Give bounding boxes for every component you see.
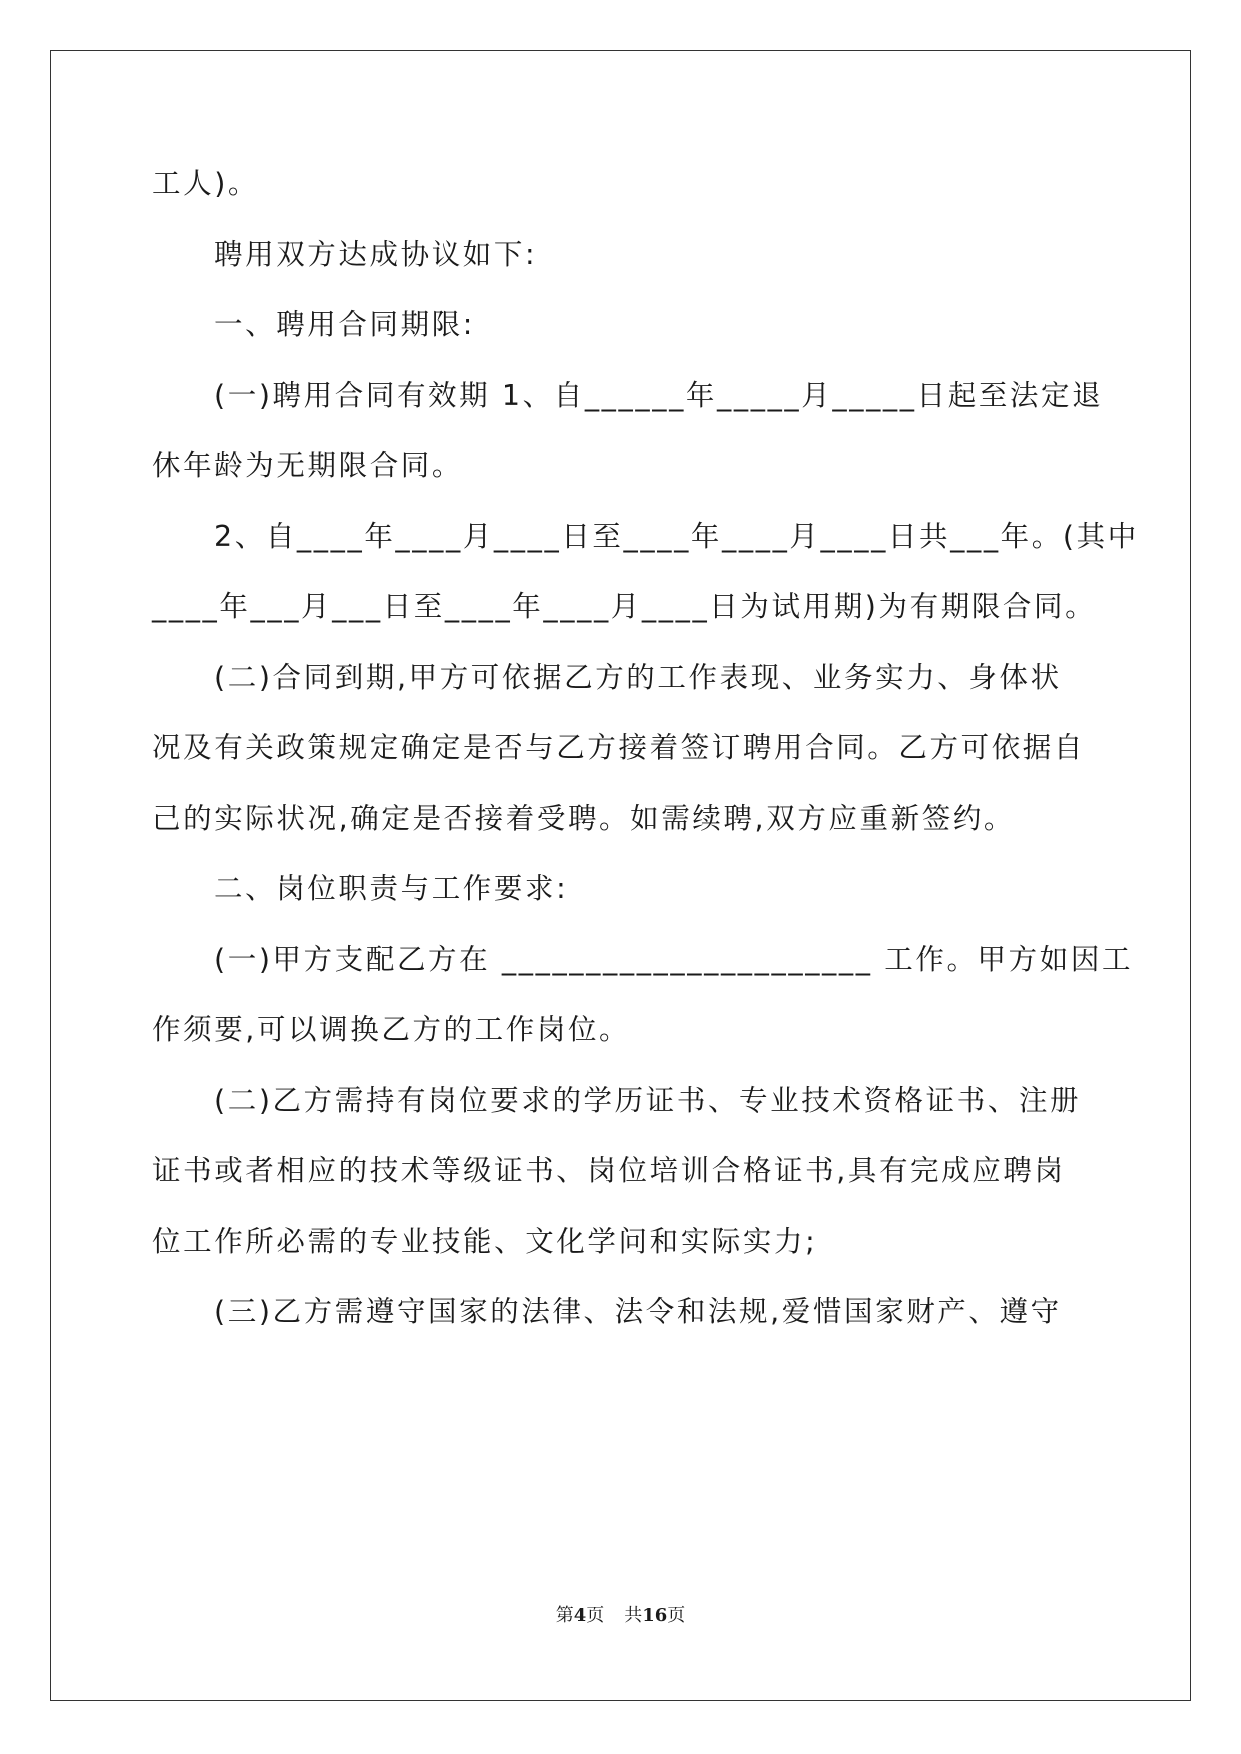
page-number: 4 <box>573 1605 587 1626</box>
paragraph-line: 作须要,可以调换乙方的工作岗位。 <box>152 1013 631 1046</box>
page-suffix: 页 <box>586 1605 605 1626</box>
paragraph-line: 休年龄为无期限合同。 <box>152 449 464 482</box>
section-heading: 一、聘用合同期限: <box>214 308 476 341</box>
paragraph-line: 况及有关政策规定确定是否与乙方接着签订聘用合同。乙方可依据自 <box>152 731 1086 764</box>
paragraph-line: 己的实际状况,确定是否接着受聘。如需续聘,双方应重新签约。 <box>152 801 1016 835</box>
paragraph-line: (二)合同到期,甲方可依据乙方的工作表现、业务实力、身体状 <box>214 660 1062 694</box>
paragraph-line: 2、自____年____月____日至____年____月____日共___年。(其中 <box>214 519 1139 553</box>
section-heading: 二、岗位职责与工作要求: <box>214 872 569 905</box>
total-suffix: 页 <box>667 1605 686 1626</box>
total-prefix: 共 <box>624 1605 643 1626</box>
paragraph-line: (一)甲方支配乙方在 ______________________ 工作。甲方如因工 <box>214 942 1134 976</box>
paragraph-line: (三)乙方需遵守国家的法律、法令和法规,爱惜国家财产、遵守 <box>214 1295 1062 1328</box>
paragraph-line: 工人)。 <box>152 167 260 200</box>
paragraph-line: (一)聘用合同有效期 1、自______年_____月_____日起至法定退 <box>214 378 1104 412</box>
document-body <box>152 164 1139 1363</box>
paragraph-line: ____年___月___日至____年____月____日为试用期)为有期限合同。 <box>152 590 1097 623</box>
page-footer <box>0 1601 1241 1627</box>
page-prefix: 第 <box>555 1605 574 1626</box>
paragraph-line: 证书或者相应的技术等级证书、岗位培训合格证书,具有完成应聘岗 <box>152 1154 1066 1187</box>
paragraph-line: 聘用双方达成协议如下: <box>214 237 538 271</box>
total-pages: 16 <box>642 1605 668 1626</box>
paragraph-line: (二)乙方需持有岗位要求的学历证书、专业技术资格证书、注册 <box>214 1083 1082 1117</box>
paragraph-line: 位工作所必需的专业技能、文化学问和实际实力; <box>152 1224 818 1258</box>
